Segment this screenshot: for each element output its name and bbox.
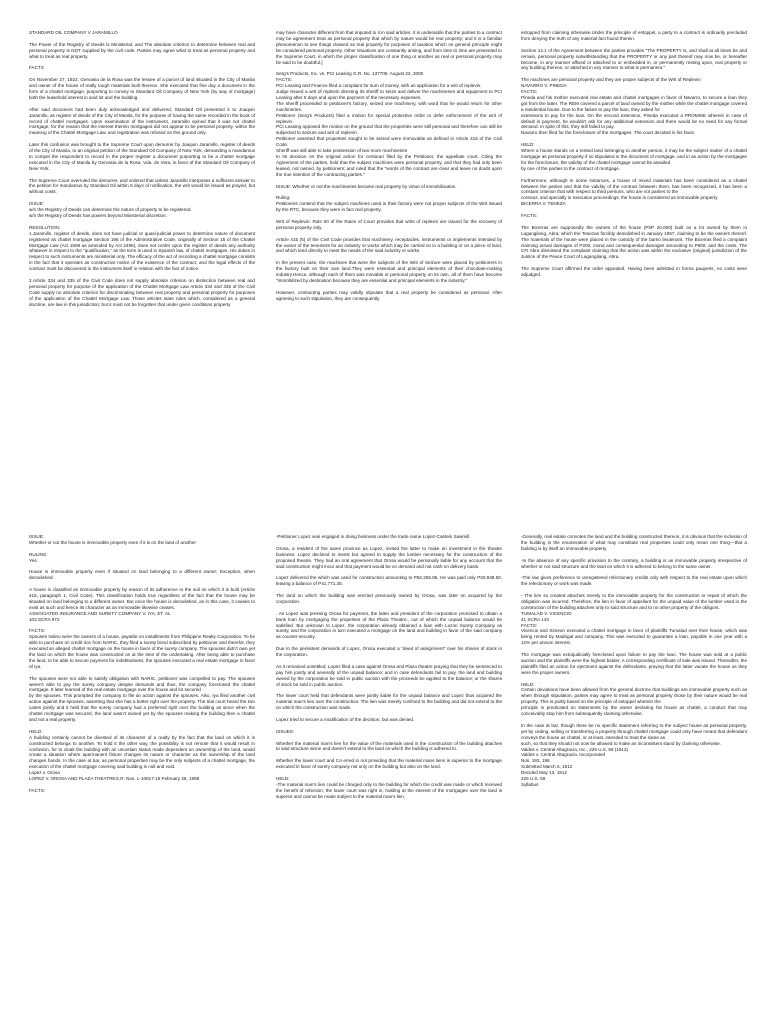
paragraph: HELD: Certain deviations have been allowed from the general doctrine that buildings are immovable property such as when through stipulation, parties may agree to treat as personal property those by their nature would be real property. This is partly based on the principle of estoppel wherein the principle is predicated on statements by the owner declaring his house as chattel, a conduct that may conceivably stop him from subsequently claiming otherwise. <box>521 681 747 717</box>
paragraph: Whether the lower court and CA erred in not providing that the material mans liens is superior to the mortgage executed in favor of surety company not only on the building but also on the land. <box>276 758 502 770</box>
paragraph: Writ of Replevin: Rule 60 of the Rules of Court provides that writs of replevin are issued for the recovery of personal property only. <box>276 218 502 230</box>
paragraph: In the case at bar, though there be no specific statement referring to the subject house as personal property, yet by ceding, selling or transferring a property through chattel mortgage could only have meant that defendant conveys the house as chattel, or at least, intended to treat the same as such, so that they should not now be allowed to make an inconsistent stand by claiming otherwise. Valdes v. Central Altagracia, Inc., 225 U.S. 58 (1912) Valdes v. Central Altagracia, Incorporated Nos. 193, 196 Submitted March 6, 1912 Decided May 13, 1912 225 U.S. 58 Syllabus <box>521 722 747 787</box>
paragraph: -In the absence of any specific provision to the contrary, a building is an immovable property irrespective of whether or not said structure and the land on which it is adhered to belong to the same owner. <box>521 557 747 569</box>
paragraph: -Petitioner Lopez was engaged in doing business under the trade name Lopez-Castelo Sawmill. <box>276 534 471 539</box>
paragraph: Article 415 (5) of the Civil Code provides that machinery, receptacles, instruments or implements intended by the owner of the tenement for an industry or works which may be carried on in a building or on a piece of land, and which tend directly to meet the needs of the said industry or works <box>276 236 502 254</box>
paragraph: FACTS: <box>521 213 538 219</box>
bottom-column-2 <box>276 534 502 994</box>
paragraph: HELD: -The material man's lien could be charged only to the building for which the credit was made or which received the benefit of refection; the lower court was right in, holding at the interest of the mortgagee over the land is superior and cannot be made subject to the material man's lien. <box>276 775 502 799</box>
top-column-3 <box>521 30 747 444</box>
paragraph: RESOLUTION: 1.Jaramillo, register of deeds, does not have judicial or quasi-judicial power to determine nature of document registered as chattel mortgage Section 198 of the Administrative Code, originally of Section 15 of the Chattel Mortgage Law (Act 1508 as amended by Act 2496), does not confer upon the register of deeds any authority whatever in respect to the "qualification," as the term is used in Spanish law, of chattel mortgages. His duties in respect to such instruments are ministerial only. The efficacy of the act of recording a chattel mortgage consists in the fact that it operates as constructive notice of the existence of the contract, and the legal effects of the contract must be discovered in the instrument itself in relation with the fact of notice. <box>29 224 255 272</box>
paragraph: -Generally, real estate connotes the land and the building constructed thereon, it is obvious that the inclusion of the building in the enumeration of what may constitute real properties could only mean one thing—that a building is by itself an immovable property. <box>521 534 747 551</box>
paragraph: After said document had been duly acknowledged and delivered, Standard Oil presented it to Joaquin Jaramillo, as register of deeds of the City of Manila, for the purpose of having the same recorded in the book of record of chattel mortgages. Upon examination of the instrument, Jaramillo opined that it was not chattel mortgage, for the reason that the interest therein mortgaged did not appear to be personal property, within the meaning of the Chattel Mortgage Law, and registration was refused on this ground only. <box>29 106 255 136</box>
paragraph: FACTS <box>29 65 44 71</box>
paragraph: Due to the persistent demands of Lopez, Orosa executed a "deed of assignment" over his shares of stock in the corporation. <box>276 646 502 658</box>
paragraph: The machines are personal property and they are proper subjects of the Writ of Replevin NAVARRO V. PINEDA FACTS: Pineda and his mother executed real estate and chattel mortgages in favor of Navarro, to secure a loan they got from the latter. The REM covered a parcel of land owned by the mother while the chattel mortgage covered a residential house. Due to the failure to pay the loan, they asked for extensions to pay for the loan. On the second extension, Pineda executed a PROMISE wherein in case of default in payment, he wouldn't ask for any additional extension and there would be no need for any formal demand. In spite of this, they still failed to pay. Navarro then filed for the foreclosure of the mortgages. The court decided in his favor. <box>521 77 747 136</box>
paragraph: ISSUES: <box>276 728 295 734</box>
top-column-2 <box>276 30 502 444</box>
paragraph: FACTS: Spouses Valino were the owners of a house, payable on installments from Philippine Realty Corporation. To be able to purchase on credit rice from NARIC, they filed a surety bond subscribed by petitioner and therefor, they executed an alleged chattel mortgage on the house in favor of the surety company. The spouses didn't own yet the land on which the house was constructed on at the time of the undertaking. After being able to purchase the land, to be able to secure payment for indebtedness, the spouses executed a real estate mortgage in favor of Iya. <box>29 628 255 669</box>
paragraph: HELD: Where a house stands on a rented land belonging to another person, it may be the subject matter of a chattel mortgage as personal property if so stipulated in the document of mortgage, and in an action by the mortgagee for the foreclosure, the validity of the chattel mortgage cannot be assailed by one of the parties to the contract of mortgage. <box>521 142 747 171</box>
bottom-column-3 <box>521 534 747 994</box>
paragraph: Orosa, a resident of the same province as Lopez, invited the latter to make an investment in the theatre business. Lopez declined to invest but agreed to supply the lumber necessary for the construction of the proposed theatre. They had an oral agreement that Orosa would be personally liable for any account that the said construction might incur and that payment would be on demand and not cash on delivery basis. <box>276 545 502 569</box>
paragraph: The mortgage was extrajudicially foreclosed upon failure to pay the loan. The house was sold at a public auction and the plaintiffs were the highest bidder. A corresponding certificate of sale was issued. Thereafter, the plaintiffs filed an action for ejectment against the defendants, praying that the latter vacate the house as they were the proper owners. <box>521 652 747 675</box>
paragraph: The land on which the building was erected previously owned by Orosa, was later on acquired by the corporation. <box>276 593 502 604</box>
paragraph: The Power of the Registry of Deeds is Ministerial, and The absolute criterion to determine between real and personal property is NOT supplied by the civil code. Parties may agree what to treat as personal property and what to treat as real property. <box>29 41 255 59</box>
paragraph: Whether the material man's lien for the value of the materials used in the construction of the building attaches to said structure alone and doesn't extend to the land on which the building is adhered to. <box>276 740 502 752</box>
paragraph: The Supreme Court affirmed the order appealed. Having been admitted in forma pauperis, no costs were adjudged. <box>521 266 747 278</box>
paragraph: 2.Article 334 and 335 of the Civil Code does not supply absolute criterion on distinction between real and personal property for purpose of the application of the Chattel Mortgage Law Article 334 and 335 of the Civil Code supply no absolute criterion for discriminating between real property and personal property for purposes of the application of the Chattel Mortgage Law. Those articles state rules which, considered as a general doctrine, are law in this jurisdiction; but it must not be forgotten that under given conditions property <box>29 277 255 307</box>
paragraph: . As Lopez was pressing Orosa for payment, the latter and president of the corporation promised to obtain a bank loan by mortgaging the properties of the Plaza Theatre., out of which the unpaid balance would be satisfied. But unknown to Lopez, the corporation already obtained a loan with Luzon Surety Company as surety, and the corporation in turn executed a mortgage on the land and building in favor of the said company as counter-security. <box>276 610 502 640</box>
paragraph: The lower court held that defendants were jointly liable for the unpaid balance and Lopez thus acquired the material man's lien over the construction. The lien was merely confined to the building and did not extend to the on which the construction was made. <box>276 693 502 711</box>
paragraph: FACTS: <box>29 787 46 793</box>
paragraph: The Bicerras are supposedly the owners of the house (PhP 20,000) built on a lot owned by them in Lagangilang, Abra; which the Tenezas forcibly demolished in January 1957, claiming to be the owners thereof. The materials of the house were placed in the custody of the barrio lieutenant. The Bicerras filed a complaint claiming actual damages of P200, moral and consequential damages amounting to P600, and the costs. The CFI Abra dismissed the complaint claiming that the action was within the exclusive (original) jurisdiction of the Justice of the Peace Court of Lagangilang, Abra. <box>521 224 747 260</box>
paragraph: Lopez tried to secure a modification of the decision, but was denied. <box>276 716 415 722</box>
paragraph: The spouses were not able to satisfy obligation with NARIC, petitioner was compelled to pay. The spouses weren't able to pay the surety company despite demands and thus, the company foreclosed the chattel mortgage. It later learned of the real estate mortgage over the house and lot secured by the spouses. This prompted the company to file an action against the spouses. Also, Iya filed another civil action against the spouses, asserting that she has a better right over the property. The trial court heard the two cases jointly and it held that the surety company had a preferred right over the building as since when the chattel mortgage was secured, the land wasn't owned yet by the spouses making the building then a chattel and not a real property. <box>29 675 255 723</box>
paragraph: may have character different from that imputed to it in said articles. It is undeniable that the parties to a contract may be agreement treat as personal property that which by nature would be real property; and it is a familiar phenomenon to see things classed as real property for purposes of taxation which on general principle might be considered personal property. Other situations are constantly arising, and from time to time are presented to the Supreme Court, in which the proper classification of one thing or another as real or personal property may be said to be doubtful.] <box>276 30 502 65</box>
top-column-1 <box>29 30 255 444</box>
paragraph: Section 12.1 of the Agreement between the parties provides "The PROPERTY is, and shall at all times be and remain, personal property notwithstanding that the PROPERTY or any part thereof may now be, or hereafter become, in any manner affixed or attached to or embedded in, or permanently resting upon, real property or any building thereon, or attached in any manner to what is permanent." <box>521 47 747 71</box>
paragraph: RULING: Yes. <box>29 551 48 563</box>
paragraph: As it remained unsettled, Lopez filed a case against Orosa and Plaza theatre praying that they be sentenced to pay him jointly and severally of the unpaid balance; and in case defendants fail to pay, the land and building owned by the corporation be sold in public auction with the proceeds be applied to the balance; or the shares of stock be sold in public auction. <box>276 663 502 687</box>
paragraph: STANDARD OIL COMPANY V JARAMILLO <box>29 30 118 35</box>
paragraph: ISSUE: w/n the Registry of Deeds can determine the nature of property to be registered. w/n the Registry of Deeds has powers beyond Ministerial discretion. <box>29 201 192 218</box>
paragraph: Furthermore, although in some instances, a house of mixed materials has been considered as a chattel between the parties and that the validity of the contract between them, has been recognized, it has been a constant criterion that with respect to third persons, who are not parties to the contract, and specially in execution proceedings, the house is considered as immovable property. BICERRA V. TENEZA <box>521 177 747 207</box>
paragraph: HELD: A building certainly cannot be divested of its character of a realty by the fact that the land on which it is constructed belongs to another. To hold it the other way, the possibility is not remote that it would result in confusion, for to cloak the building with an uncertain status made dependent on ownership of the land, would create a situation where apermanent fixture changes its nature or character as the ownership of the land changes hands. In the case at bar, as personal properties may be the only subjects of a chattel mortgage, the execution of the chattel mortgage covering said building is null and void. Lopez v. Orosa LOPEZ V. OROSA AND PLAZA THEATREG.R. Nos. L-10817-18 February 28, 1958 <box>29 728 255 782</box>
paragraph: In the present case, the machines that were the subjects of the Writ of Seizure were placed by petitioners in the factory built on their own land.They were essential and principal elements of their chocolate-making industry.Hence, although each of them was movable or personal property on its own, all of them have become "immobilized by destination because they are essential and principal elements in the industry." <box>276 260 502 283</box>
paragraph: Later this confusion was brought to the Supreme Court upon demurrer by Joaquin Jaramillo, register of deeds of the City of Manila, to an original petition of the Standard Oil Company of New York, demanding a mandamus to compel the respondent to record in the proper register a document purporting to be a chattel mortgage executed in the City of Manila by Gervasia de la Rosa, Vda. de Vera, in favor of the Standard Oil Company of New York. <box>29 142 255 171</box>
paragraph: Ruling: Petitioners contend that the subject machines used in their factory were not proper subjects of the Writ issued by the RTC, because they were in fact real property. <box>276 195 502 213</box>
paragraph: The Supreme Court overruled the demurrer, and ordered that unless Jaramillo interposes a sufficient answer to the petition for mandamus by Standard Oil within 5 days of notification, the writ would be issued as prayed, but without costs. <box>29 177 255 195</box>
paragraph: Serg's Products, Inc. vs. PCI Leasing G.R. No. 137705. August 22, 2000 FACTS: PCI Leasing and Finance filed a complaint for sum of money, with an application for a writ of replevin. Judge issued a writ of replevin directing its sheriff to seize and deliver the machineries and equipment to PCI Leasing after 5 days and upon the payment of the necessary expenses. The sheriff proceeded to petitioner's factory, seized one machinery, with word that he would return for other machineries. Petitioner (Serg's Products) filed a motion for special protective order to defer enforcement of the writ of replevin. PCI Leasing opposed the motion on the ground that the properties were still personal and therefore can still be subjected to seizure and writ of replevin. Petitioner asserted that properties sought to be seized were immovable as defined in Article 415 of the Civil Code. Sheriff was still able to take possession of two more machineries In its decision on the original action for certiorari filed by the Petitioner, the appellate court, Citing the Agreement of the parties, held that the subject machines were personal property, and that they had only been leased, not owned, by petitioners; and ruled that the "words of the contract are clear and leave no doubt upon the true intention of the contracting parties." <box>276 71 502 177</box>
paragraph: estopped from claiming otherwise.Under the principle of estoppel, a party to a contract is ordinarily precluded from denying the truth of any material fact found therein. <box>521 30 747 41</box>
paragraph: -The law gives preference to unregistered refectionary credits only with respect to the real estate upon which the refectionary or work was made. <box>521 575 747 587</box>
paragraph: However, contracting parties may validly stipulate that a real property be considered as personal. After agreeing to such stipulation, they are consequently <box>276 289 502 301</box>
paragraph: ISSUE: Whether or not the house is immovable property even if it is on the land of another <box>29 534 196 545</box>
paragraph: Lopez delivered the which was used for construction amounting to P62,255.85. He was paid only P20,848.50, leaving a balance of P41,771.35. <box>276 575 502 587</box>
paragraph: House is immovable property even if situated on land belonging to a different owner; Exception, when demolished. <box>29 569 255 581</box>
paragraph: A house is classified as immovable property by reason of its adherence to the soil on which it is built (Article 415, paragraph 1, Civil Code). This classification holds true regardless of the fact that the house may be situated on land belonging to a different owner. But once the house is demolished, as in this case, it ceases to exist as such and hence its character as an immovable likewise ceases. ASSOCIATED INSURANCE AND SURETY COMPANY V. IYA, ET. AL 103 SCRA 972 <box>29 587 255 622</box>
bottom-column-1 <box>29 534 255 994</box>
paragraph: On November 27, 1922, Gervasia de la Rosa was the lessee of a parcel of land situated in the City of Manila and owner of the house of really tough materials built thereon. She executed that fine day a document in the form of a chattel mortgage, purporting to convey to Standard Oil Company of New York (by way of mortgage) both the leasehold interest in said lot and the building. <box>29 77 255 100</box>
paragraph: - The lien so created attaches merely to the immovable property for the construction or repair of which the obligation was incurred. Therefore, the lien in favor of appellant for the unpaid value of the lumber used in the construction of the building attaches only to said structure and to no other property of the obligors. TUMALAD V. VICENCIO 41 SCRA 143 FACTS: Vicencio and Simeon executed a chattel mortgage in favor of plaintiffs Tumalad over their house, which was being rented by Madrigal and company. This was executed to guarantee a loan, payable in one year with a 12% per annum interest. <box>521 593 747 646</box>
paragraph: ISSUE: Whether or not the machineries became real property by virtue of immobilization. <box>276 183 457 189</box>
